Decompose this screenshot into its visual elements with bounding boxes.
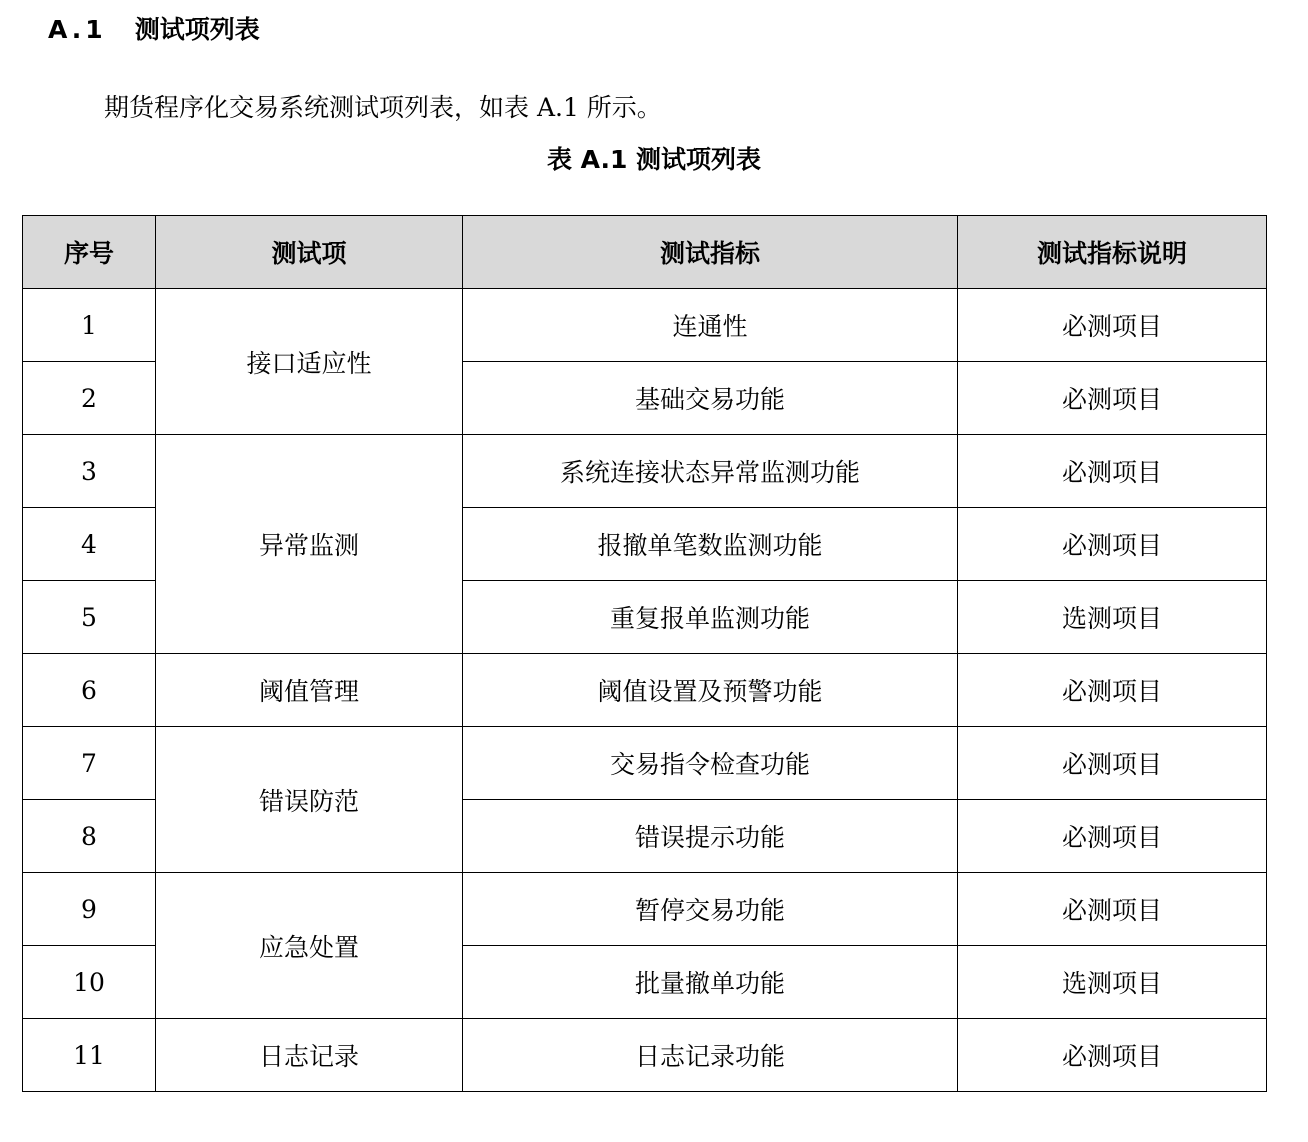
cell-indicator: 系统连接状态异常监测功能 — [463, 435, 958, 508]
cell-indicator: 暂停交易功能 — [463, 873, 958, 946]
cell-seq: 3 — [23, 435, 156, 508]
table-row — [23, 289, 1267, 362]
cell-indicator-desc: 必测项目 — [958, 508, 1267, 581]
cell-indicator-desc: 选测项目 — [958, 581, 1267, 654]
cell-seq: 4 — [23, 508, 156, 581]
cell-indicator-desc: 必测项目 — [958, 800, 1267, 873]
cell-indicator: 批量撤单功能 — [463, 946, 958, 1019]
cell-seq: 5 — [23, 581, 156, 654]
cell-indicator: 重复报单监测功能 — [463, 581, 958, 654]
header-seq: 序号 — [23, 216, 156, 289]
table-body — [23, 289, 1267, 1092]
cell-test-item: 错误防范 — [156, 727, 463, 873]
table-row — [23, 727, 1267, 800]
header-row — [23, 216, 1267, 289]
cell-indicator: 交易指令检查功能 — [463, 727, 958, 800]
cell-indicator-desc: 必测项目 — [958, 654, 1267, 727]
cell-indicator: 连通性 — [463, 289, 958, 362]
cell-seq: 1 — [23, 289, 156, 362]
table-row — [23, 873, 1267, 946]
cell-indicator: 报撤单笔数监测功能 — [463, 508, 958, 581]
cell-indicator: 日志记录功能 — [463, 1019, 958, 1092]
cell-seq: 2 — [23, 362, 156, 435]
table-header — [23, 216, 1267, 289]
section-number: A.1 — [48, 15, 107, 44]
cell-indicator: 错误提示功能 — [463, 800, 958, 873]
cell-seq: 10 — [23, 946, 156, 1019]
cell-indicator-desc: 必测项目 — [958, 727, 1267, 800]
header-indicator-desc: 测试指标说明 — [958, 216, 1267, 289]
table-row — [23, 435, 1267, 508]
cell-indicator-desc: 必测项目 — [958, 873, 1267, 946]
intro-paragraph: 期货程序化交易系统测试项列表，如表 A.1 所示。 — [104, 93, 662, 122]
cell-test-item: 日志记录 — [156, 1019, 463, 1092]
header-test-item: 测试项 — [156, 216, 463, 289]
table-row — [23, 1019, 1267, 1092]
cell-indicator: 阈值设置及预警功能 — [463, 654, 958, 727]
cell-seq: 9 — [23, 873, 156, 946]
cell-indicator-desc: 必测项目 — [958, 1019, 1267, 1092]
cell-seq: 11 — [23, 1019, 156, 1092]
section-title: 测试项列表 — [134, 15, 260, 44]
cell-seq: 7 — [23, 727, 156, 800]
table-row — [23, 654, 1267, 727]
cell-indicator: 基础交易功能 — [463, 362, 958, 435]
test-items-table — [22, 215, 1267, 1092]
header-indicator: 测试指标 — [463, 216, 958, 289]
table-caption: 表 A.1 测试项列表 — [546, 145, 762, 174]
cell-test-item: 阈值管理 — [156, 654, 463, 727]
cell-indicator-desc: 必测项目 — [958, 362, 1267, 435]
cell-indicator-desc: 必测项目 — [958, 435, 1267, 508]
cell-seq: 6 — [23, 654, 156, 727]
cell-test-item: 接口适应性 — [156, 289, 463, 435]
cell-indicator-desc: 必测项目 — [958, 289, 1267, 362]
cell-seq: 8 — [23, 800, 156, 873]
cell-test-item: 异常监测 — [156, 435, 463, 654]
section-heading — [48, 10, 260, 50]
cell-indicator-desc: 选测项目 — [958, 946, 1267, 1019]
cell-test-item: 应急处置 — [156, 873, 463, 1019]
